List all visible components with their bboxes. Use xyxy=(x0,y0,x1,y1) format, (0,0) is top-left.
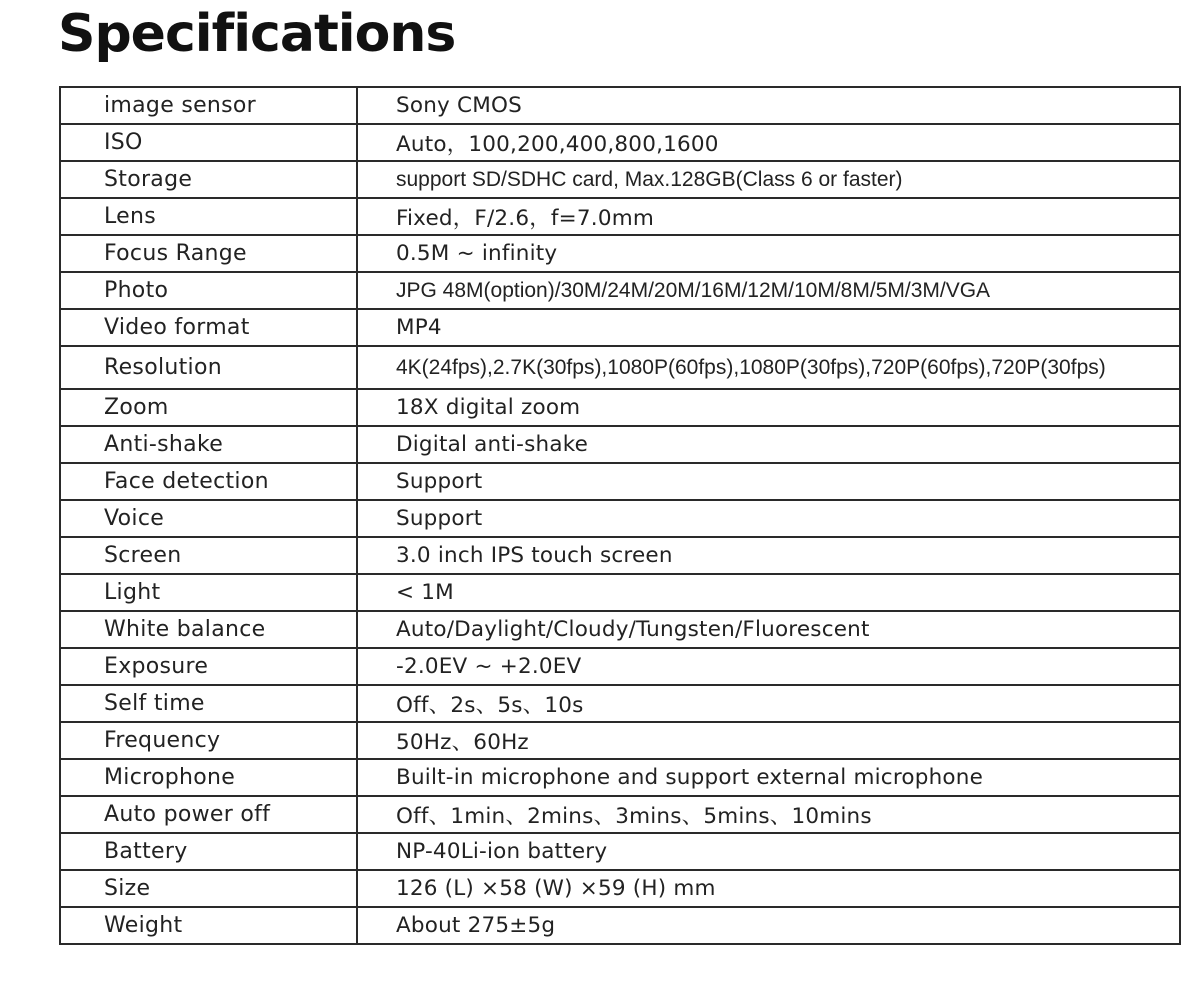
spec-label: Auto power off xyxy=(60,796,357,833)
table-row xyxy=(60,537,1180,574)
spec-value: JPG 48M(option)/30M/24M/20M/16M/12M/10M/8M/5M/3M/VGA xyxy=(357,272,1180,309)
spec-value: NP-40Li-ion battery xyxy=(357,833,1180,870)
spec-value: Sony CMOS xyxy=(357,87,1180,124)
spec-value: Auto，100,200,400,800,1600 xyxy=(357,124,1180,161)
spec-label: Focus Range xyxy=(60,235,357,272)
spec-value: About 275±5g xyxy=(357,907,1180,944)
table-row xyxy=(60,161,1180,198)
spec-label: Resolution xyxy=(60,346,357,389)
spec-value: Off、1min、2mins、3mins、5mins、10mins xyxy=(357,796,1180,833)
spec-label: Weight xyxy=(60,907,357,944)
table-row xyxy=(60,870,1180,907)
spec-label: Voice xyxy=(60,500,357,537)
spec-value: 3.0 inch IPS touch screen xyxy=(357,537,1180,574)
spec-value: Support xyxy=(357,500,1180,537)
table-row xyxy=(60,722,1180,759)
spec-value: 50Hz、60Hz xyxy=(357,722,1180,759)
table-row xyxy=(60,833,1180,870)
spec-value: -2.0EV ~ +2.0EV xyxy=(357,648,1180,685)
spec-value: < 1M xyxy=(357,574,1180,611)
table-row xyxy=(60,611,1180,648)
spec-label: Frequency xyxy=(60,722,357,759)
table-row xyxy=(60,235,1180,272)
spec-label: Lens xyxy=(60,198,357,235)
spec-value: Off、2s、5s、10s xyxy=(357,685,1180,722)
table-row xyxy=(60,198,1180,235)
spec-label: Video format xyxy=(60,309,357,346)
spec-label: Light xyxy=(60,574,357,611)
spec-label: Face detection xyxy=(60,463,357,500)
spec-value: support SD/SDHC card, Max.128GB(Class 6 or faster) xyxy=(357,161,1180,198)
spec-label: White balance xyxy=(60,611,357,648)
spec-label: Battery xyxy=(60,833,357,870)
table-row xyxy=(60,574,1180,611)
spec-label: Exposure xyxy=(60,648,357,685)
table-row xyxy=(60,272,1180,309)
spec-label: Zoom xyxy=(60,389,357,426)
spec-label: Self time xyxy=(60,685,357,722)
table-row xyxy=(60,124,1180,161)
table-row xyxy=(60,87,1180,124)
spec-value: MP4 xyxy=(357,309,1180,346)
spec-value: Fixed，F/2.6，f=7.0mm xyxy=(357,198,1180,235)
spec-value: 4K(24fps),2.7K(30fps),1080P(60fps),1080P(30fps),720P(60fps),720P(30fps) xyxy=(357,346,1180,389)
spec-label: Storage xyxy=(60,161,357,198)
spec-label: Photo xyxy=(60,272,357,309)
spec-value: Support xyxy=(357,463,1180,500)
spec-label: Size xyxy=(60,870,357,907)
table-row xyxy=(60,796,1180,833)
spec-value: 126 (L) ×58 (W) ×59 (H) mm xyxy=(357,870,1180,907)
table-row xyxy=(60,389,1180,426)
spec-value: 0.5M ~ infinity xyxy=(357,235,1180,272)
spec-value: Auto/Daylight/Cloudy/Tungsten/Fluorescent xyxy=(357,611,1180,648)
spec-value: Digital anti-shake xyxy=(357,426,1180,463)
table-row xyxy=(60,463,1180,500)
spec-label: Microphone xyxy=(60,759,357,796)
spec-label: ISO xyxy=(60,124,357,161)
table-row xyxy=(60,759,1180,796)
spec-label: Screen xyxy=(60,537,357,574)
table-row xyxy=(60,500,1180,537)
table-row xyxy=(60,648,1180,685)
spec-value: 18X digital zoom xyxy=(357,389,1180,426)
page-title: Specifications xyxy=(58,4,456,64)
spec-label: image sensor xyxy=(60,87,357,124)
table-row xyxy=(60,685,1180,722)
table-row xyxy=(60,907,1180,944)
table-row xyxy=(60,309,1180,346)
table-row xyxy=(60,426,1180,463)
table-row xyxy=(60,346,1180,389)
spec-value: Built-in microphone and support external microphone xyxy=(357,759,1180,796)
specifications-table xyxy=(59,86,1181,945)
spec-label: Anti-shake xyxy=(60,426,357,463)
